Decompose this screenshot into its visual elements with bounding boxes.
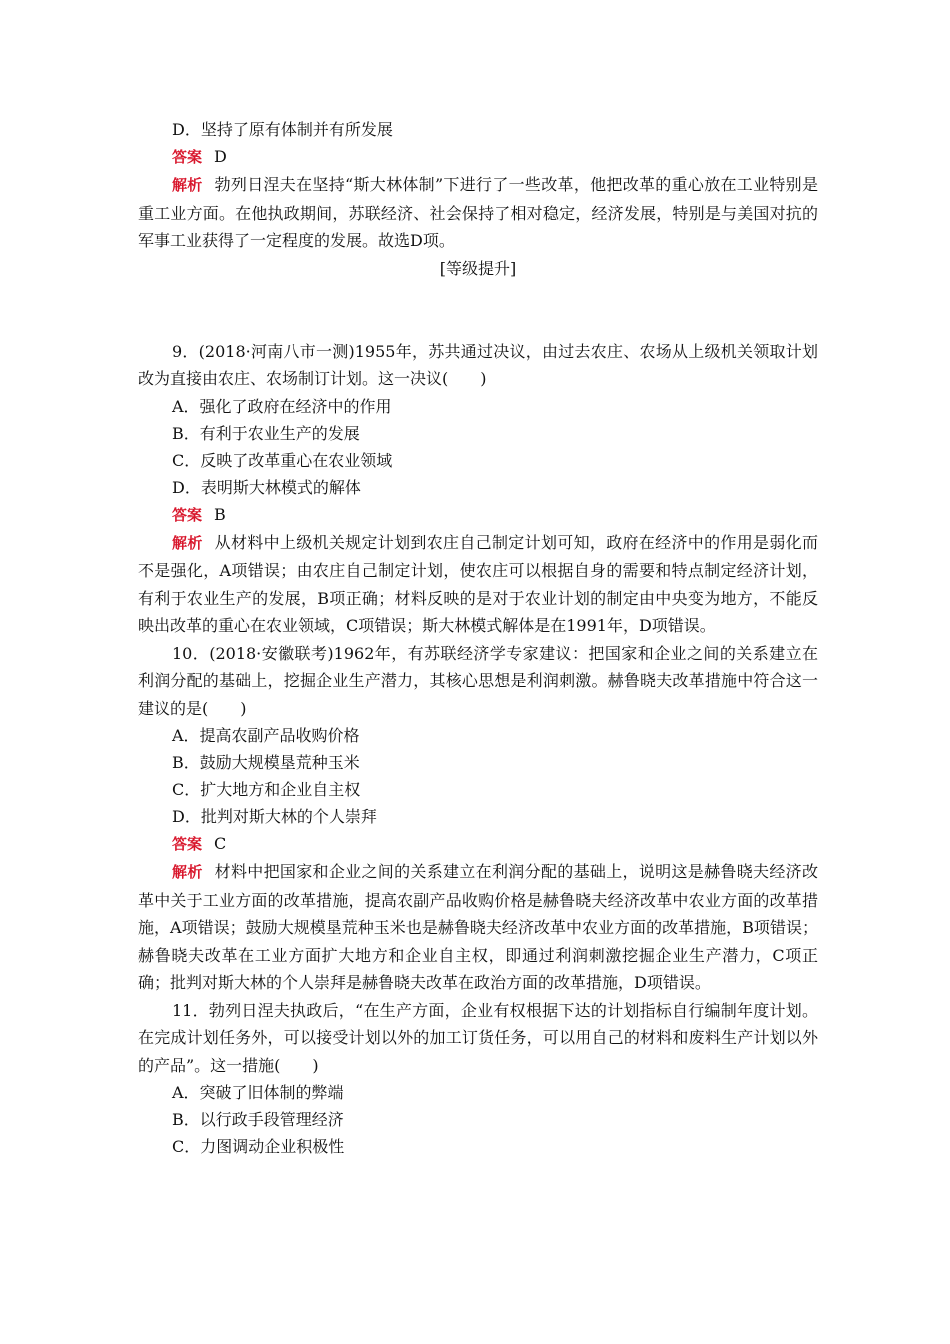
answer-value: B xyxy=(214,504,226,524)
q10-answer xyxy=(138,830,818,858)
q9-analysis xyxy=(138,529,818,640)
q11-option-b: B．以行政手段管理经济 xyxy=(172,1110,344,1129)
q9-option-d: D．表明斯大林模式的解体 xyxy=(172,477,361,497)
q9-stem: 9．(2018·河南八市一测)1955年，苏共通过决议，由过去农庄、农场从上级机关领取计划改为直接由农庄、农场制订计划。这一决议( ) xyxy=(138,341,818,388)
section-title: [等级提升] xyxy=(439,258,517,278)
answer-value: C xyxy=(214,834,227,853)
q10-stem: 10．(2018·安徽联考)1962年，有苏联经济学专家建议：把国家和企业之间的关系建立在利润分配的基础上，挖掘企业生产潜力，其核心思想是利润刺激。赫鲁晓夫改革措施中符合这一建议的是( ) xyxy=(138,643,818,718)
spacer xyxy=(138,282,818,338)
q9-option-c: C．反映了改革重心在农业领域 xyxy=(172,450,393,470)
answer-value: D xyxy=(214,147,227,166)
analysis-label: 解析 xyxy=(172,863,203,881)
q11-stem: 11．勃列日涅夫执政后，“在生产方面，企业有权根据下达的计划指标自行编制年度计划。在完成计划任务外，可以接受计划以外的加工订货任务，可以用自己的材料和废料生产计划以外的产品”。这一措施( ) xyxy=(138,1000,818,1075)
q9-option-b: B．有利于农业生产的发展 xyxy=(172,423,360,443)
q11-option-a: A．突破了旧体制的弊端 xyxy=(172,1083,344,1102)
page-content xyxy=(138,116,818,1160)
answer-label: 答案 xyxy=(172,505,203,524)
q9-answer xyxy=(138,501,818,529)
q10-option-b: B．鼓励大规模垦荒种玉米 xyxy=(172,753,360,772)
analysis-text: 材料中把国家和企业之间的关系建立在利润分配的基础上，说明这是赫鲁晓夫经济改革中关于工业方面的改革措施，提高农副产品收购价格是赫鲁晓夫经济改革中农业方面的改革措施，A项错误；鼓励大规模垦荒种玉米也是赫鲁晓夫经济改革中农业方面的改革措施，B项错误；赫鲁晓夫改革在工业方面扩大地方和企业自主权，即通过利润刺激挖掘企业生产潜力，C项正确；批判对斯大林的个人崇拜是赫鲁晓夫改革在政治方面的改革措施，D项错误。 xyxy=(138,862,818,992)
answer-label: 答案 xyxy=(172,835,203,853)
q8-option-d: D．坚持了原有体制并有所发展 xyxy=(172,120,393,139)
analysis-label: 解析 xyxy=(172,533,203,552)
analysis-label: 解析 xyxy=(172,176,203,194)
analysis-text: 从材料中上级机关规定计划到农庄自己制定计划可知，政府在经济中的作用是弱化而不是强化，A项错误；由农庄自己制定计划，使农庄可以根据自身的需要和特点制定经济计划，有利于农业生产的发展，B项正确；材料反映的是对于农业计划的制定由中央变为地方，不能反映出改革的重心在农业领域，C项错误；斯大林模式解体是在1991年，D项错误。 xyxy=(138,532,818,635)
q10-option-c: C．扩大地方和企业自主权 xyxy=(172,780,361,799)
q9-option-a: A．强化了政府在经济中的作用 xyxy=(172,396,392,416)
q10-option-d: D．批判对斯大林的个人崇拜 xyxy=(172,807,377,826)
q8-answer xyxy=(138,143,818,171)
q8-analysis xyxy=(138,171,818,255)
answer-label: 答案 xyxy=(172,148,203,166)
q10-option-a: A．提高农副产品收购价格 xyxy=(172,726,360,745)
analysis-text: 勃列日涅夫在坚持“斯大林体制”下进行了一些改革，他把改革的重心放在工业特别是重工业方面。在他执政期间，苏联经济、社会保持了相对稳定，经济发展，特别是与美国对抗的军事工业获得了一定程度的发展。故选D项。 xyxy=(138,175,818,250)
q10-analysis xyxy=(138,858,818,997)
q11-option-c: C．力图调动企业积极性 xyxy=(172,1137,345,1156)
